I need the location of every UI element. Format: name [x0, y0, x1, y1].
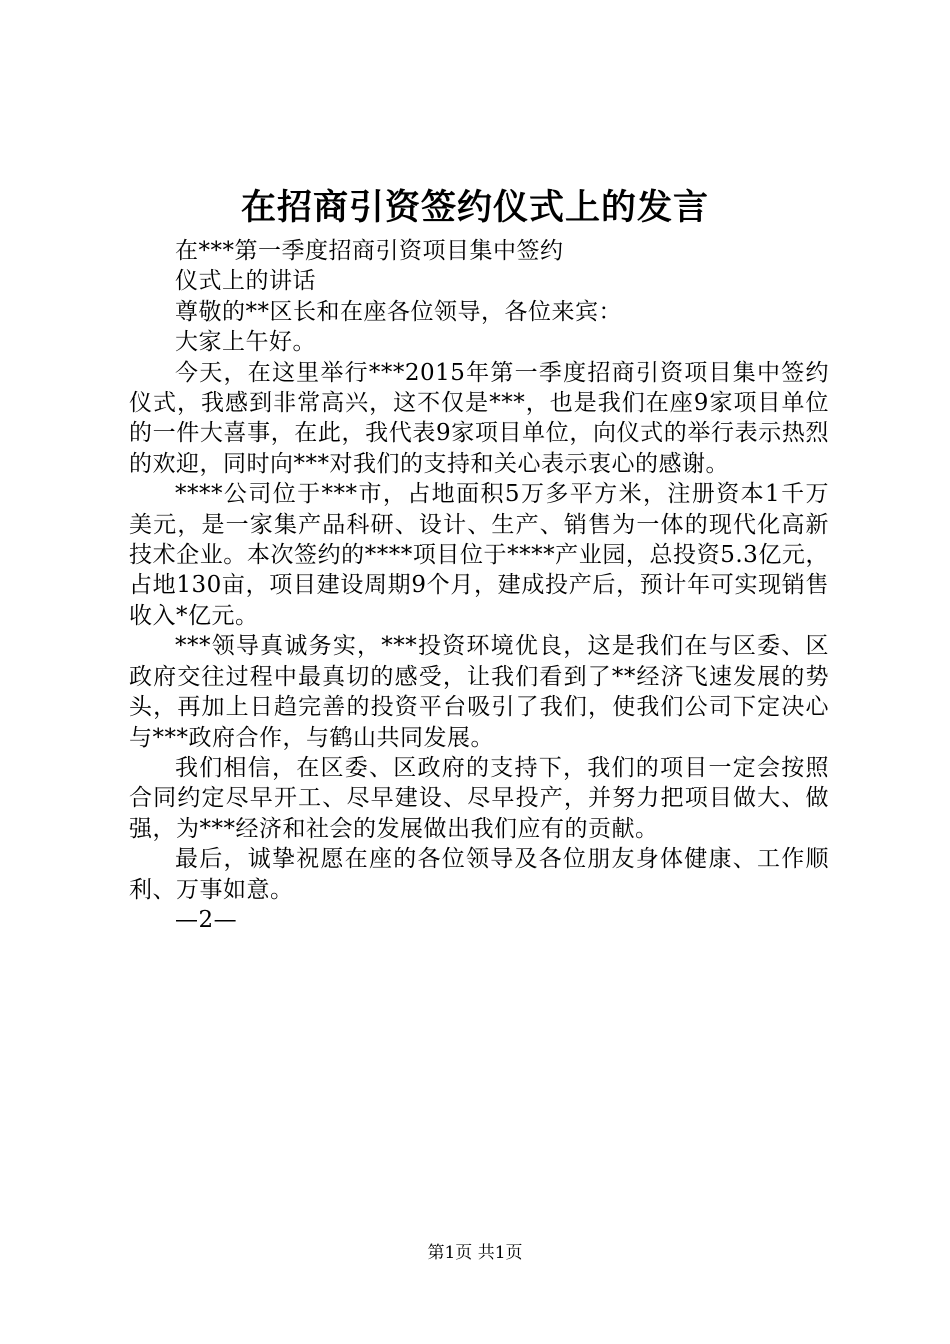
inner-page-marker: —2— [175, 906, 238, 933]
subtitle-line-1: 在***第一季度招商引资项目集中签约 [175, 238, 564, 264]
body-paragraph: ***领导真诚务实，***投资环境优良，这是我们在与区委、区政府交往过程中最真切的感受，让我们看到了**经济飞速发展的势头，再加上日趋完善的投资平台吸引了我们，使我们公司下定决心与***政府合作，与鹤山共同发展。 [129, 633, 829, 751]
body-paragraph: ****公司位于***市，占地面积5万多平方米，注册资本1千万美元，是一家集产品科研、设计、生产、销售为一体的现代化高新技术企业。本次签约的****项目位于****产业园，总投资5.3亿元，占地130亩，项目建设周期9个月，建成投产后，预计年可实现销售收入*亿元。 [129, 481, 829, 629]
greeting: 大家上午好。 [175, 329, 316, 356]
salutation: 尊敬的**区长和在座各位领导，各位来宾： [175, 298, 622, 325]
body-paragraph: 今天，在这里举行***2015年第一季度招商引资项目集中签约仪式，我感到非常高兴，这不仅是***，也是我们在座9家项目单位的一件大喜事，在此，我代表9家项目单位，向仪式的举行表示热烈的欢迎，同时向***对我们的支持和关心表示衷心的感谢。 [129, 359, 829, 477]
closing-paragraph: 最后，诚挚祝愿在座的各位领导及各位朋友身体健康、工作顺利、万事如意。 [129, 846, 829, 903]
body-paragraph: 我们相信，在区委、区政府的支持下，我们的项目一定会按照合同约定尽早开工、尽早建设、尽早投产，并努力把项目做大、做强，为***经济和社会的发展做出我们应有的贡献。 [129, 754, 829, 842]
document-body [129, 236, 829, 935]
page-footer: 第1页 共1页 [427, 1243, 523, 1263]
subtitle-line-2: 仪式上的讲话 [175, 268, 316, 295]
document-title: 在招商引资签约仪式上的发言 [240, 188, 709, 228]
